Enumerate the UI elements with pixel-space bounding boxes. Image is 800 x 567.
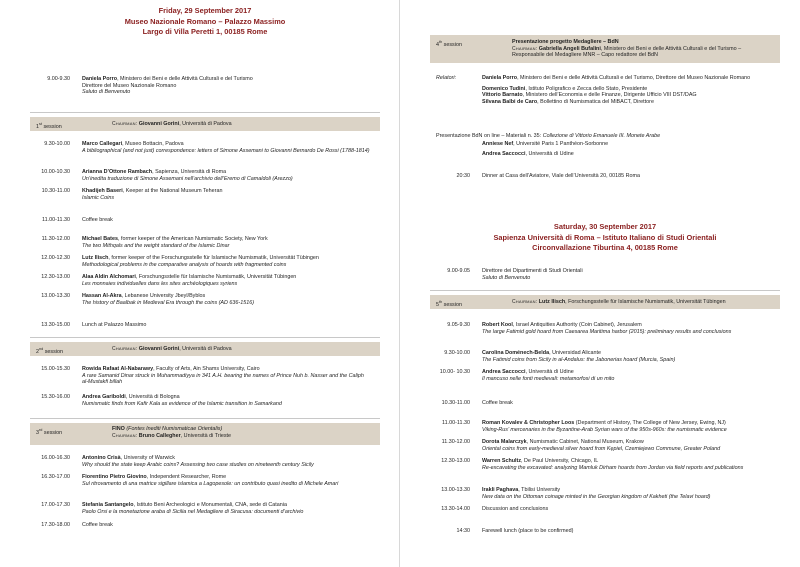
session3-band: 3rd session FINO (Fontes Inediti Numismaticae Orientalis) Chairman: Bruno Callegher, Università di Trieste <box>30 423 380 445</box>
session4-band: 4th session Presentazione progetto Medagliere – BdN Chairman: Gabriella Angeli Bufalini, Ministero dei Beni e delle Attività Culturali e del Turismo – Responsabile del Medagliere MNR – Capo redattore del BdN <box>430 35 780 63</box>
day1-address: Largo di Villa Peretti 1, 00185 Rome <box>142 27 268 36</box>
day2-header <box>430 222 780 254</box>
day1-header <box>30 6 380 38</box>
day2-date: Saturday, 30 September 2017 <box>553 222 657 231</box>
session5-band: 5th session Chairman: Lutz Ilisch, Forschungsstelle für Islamische Numismatik, Universität Tübingen <box>430 295 780 309</box>
day1-date: Friday, 29 September 2017 <box>158 6 252 15</box>
bdn-presentation: Presentazione BdN on line – Materiali n. 35: Collezione di Vittorio Emanuele III. Monete Arabe <box>436 133 661 139</box>
day2-address: Circonvallazione Tiburtina 4, 00185 Rome <box>532 243 678 252</box>
session1-band: 1st session Chairman: Giovanni Gorini, Università di Padova <box>30 117 380 131</box>
right-page: 4th session Presentazione progetto Medagliere – BdN Chairman: Gabriella Angeli Bufalini, Ministero dei Beni e delle Attività Culturali e del Turismo – Responsabile del Medagliere MNR – Capo redattore del BdN Relatori: Daniela Porro, Ministero dei Beni e delle Attività Culturali e del Turismo, Direttore del Museo Nazionale Romano Domenico Tudini, Istituto Poligrafico e Zecca dello Stato, Presidente Vittorio Barnato, Ministero dell’Economia e delle Finanze, Dirigente Ufficio VIII DST/DAG Silvana Balbi de Caro, Bollettino di Numismatica del MiBACT, Direttore Presentazione BdN on line – Materiali n. 35: Collezione di Vittorio Emanuele III. Monete Arabe Anniese Nef, Université Paris 1 Panthéon-Sorbonne Andrea Saccocci, Università di Udine 20:30 Dinner at Casa dell’Aviatore, Viale dell’Università 20, 00185 Roma Saturday, 30 September 2017 Sapienza Università di Roma – Istituto Italiano di Studi Orientali Circonvallazione Tiburtina 4, 00185 Rome 9.00-9.05 Direttore dei Dipartimenti di Studi Orientali Saluto di Benvenuto 5th session Chairman: Lutz Ilisch, Forschungsstelle für Islamische Numismatik, Universität Tübingen 9.05-9.30 Robert Kool, Israel Antiquities Authority (Coin Cabinet), Jerusalem The large Fatimid gold hoard from Caesarea Maritima harbor (2015): preliminary results and conclusions 9.30-10.00 Carolina Doménech-Belda, Universidad Alicante The Fatimid coins from Sicily in al-Andalus: the Jabonerias hoard (Murcia, Spain) 10.00- 10.30 Andrea Saccocci, Università di Udine Il mancuso nelle fonti medievali: metamorfosi di un mito 10.30-11.00 Coffee break 11.00-11.30 Roman Kovalev & Christopher Loos (Department of History, The College of New Jersey, Ewing, NJ) Viking-Rus’ mercenaries in the Byzantine-Arab Syrian wars of the 950s-960s: the numismatic evidence 11.30-12.00 Dorota Malarczyk, Numismatic Cabinet, National Museum, Krakow Oriental coins from early-medieval silver hoard from Kępiel, Czemiejewo Commune, Greater Poland 12.30-13.00 Warren Schultz, De Paul University, Chicago, IL Re-excavating the excavated: analyzing Mamluk Dirham hoards from Jordan via field reports and publications 13.00-13.30 Irakli Paghava, Tbilisi University New data on the Ottoman coinage minted in the Georgian kingdom of Kakheti (the Telavi hoard) 13.30-14.00 Discussion and conclusions 14:30 Farewell lunch (place to be confirmed) <box>400 0 800 567</box>
separator <box>30 112 380 113</box>
left-page: Friday, 29 September 2017 Museo Nazionale Romano – Palazzo Massimo Largo di Villa Peretti 1, 00185 Rome 9.00-9.30 Daniela Porro, Ministero dei Beni e delle Attività Culturali e del Turismo Direttore del Museo Nazionale Romano Saluto di Benvenuto 1st session Chairman: Giovanni Gorini, Università di Padova 9.30-10.00 Marco Callegari, Museo Bottacin, Padova A bibliographical (and not just) correspondence: letters of Simone Assemani to Giovanni Bernardo De Rossi (1788-1814) 10.00-10.30 Arianna D’Ottone Rambach, Sapienza, Università di Roma Un’inedita traduzione di Simone Assemani nell’archivio dell’Eremo di Camaldoli (Arezzo) 10.30-11.00 Khadijeh Baseri, Keeper at the National Museum Teheran Islamic Coins 11.00-11.30 Coffee break 11.30-12.00 Michael Bates, former keeper of the American Numismatic Society, New York The two Mithqals and the weight standard of the Islamic Dinar 12.00-12.30 Lutz Ilisch, former keeper of the Forschungsstelle für Islamische Numismatik, Universität Tübingen Methodological problems in the comparative analysis of hoards with fragmented coins 12.30-13.00 Alaa Aldin Alchomari, Forschungsstelle für Islamische Numismatik, Universität Tübingen Les monnaies individuelles dans les sites archéologiques syriens 13.00-13.30 Hassan Al-Akra, Lebanese University Jbeyl/Byblos The history of Baalbak in Medieval Era through the coins (AD 636-1516) 13.30-15.00 Lunch at Palazzo Massimo 2nd session Chairman: Giovanni Gorini, Università di Padova 15.00-15.30 Rowida Rafaat Al-Nabarawy, Faculty of Arts, Ain Shams University, Cairo A rare Samanid Dinar struck in Muhammadiyya in 341 A.H. bearing the names of Prince Nuh b. Nasser and the Caliph al-Mustakfi billah 15.30-16.00 Andrea Gariboldi, Università di Bologna Numismatic finds from Kafir Kala as evidence of the Islamic transition in Samarkand 3rd session FINO (Fontes Inediti Numismaticae Orientalis) Chairman: Bruno Callegher, Università di Trieste 16.00-16.30 Antonino Crisà, University of Warwick Why should the state keep Arabic coins? Assessing two case studies on nineteenth century Sicily 16.30-17.00 Fiorentino Pietro Giovino, Independent Researcher, Rome Sul ritrovamento di una matrice sigillare islamica a Lagopesole: un contributo quasi inedito di Michele Amari 17.00-17.30 Stefania Santangelo, Istituto Beni Archeologici e Monumentali, CNA, sede di Catania Paolo Orsi e la monetazione araba di Sicilia nel Medagliere di Siracusa: documenti d’archivio 17.30-18.00 Coffee break <box>0 0 400 567</box>
day1-venue: Museo Nazionale Romano – Palazzo Massimo <box>124 16 286 26</box>
separator <box>30 418 380 419</box>
session2-band: 2nd session Chairman: Giovanni Gorini, Università di Padova <box>30 342 380 356</box>
separator <box>430 290 780 291</box>
day2-venue: Sapienza Università di Roma – Istituto Italiano di Studi Orientali <box>493 232 717 242</box>
separator <box>30 337 380 338</box>
